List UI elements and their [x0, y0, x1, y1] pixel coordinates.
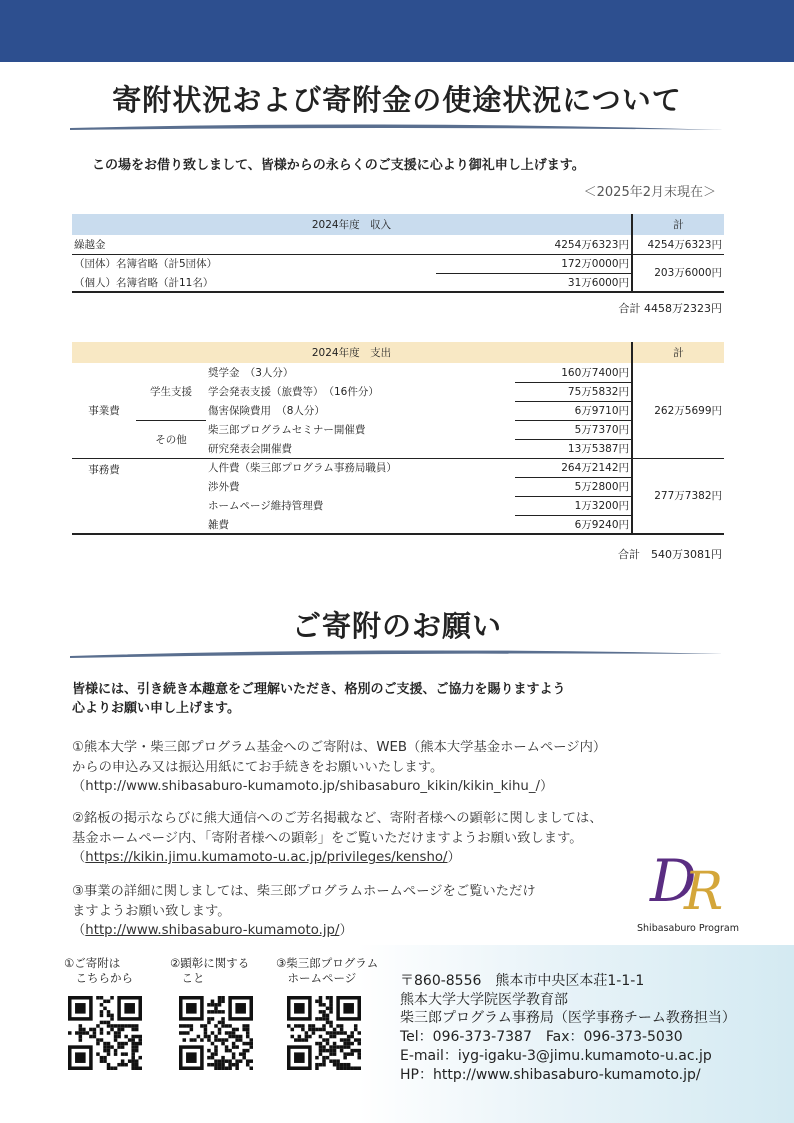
- expense-row-amount: 6万9710円: [515, 401, 632, 420]
- qr-label-homepage: [276, 956, 378, 986]
- expense-row-amount: 264万2142円: [515, 458, 632, 477]
- expense-row-label: 雑費: [208, 518, 229, 531]
- paren-open: （: [72, 850, 86, 865]
- income-total: 合計 4458万2323円: [618, 302, 722, 315]
- request-text-line: ①熊本大学・柴三郎プログラム基金へのご寄附は、WEB（熊本大学基金ホームページ内）: [72, 740, 607, 755]
- paren-open: （: [72, 923, 86, 938]
- expense-row-amount: 1万3200円: [515, 496, 632, 515]
- income-table: [72, 214, 724, 294]
- income-row-label: （団体）名簿省略（計5団体）: [74, 258, 218, 271]
- income-row-amount: 172万0000円: [436, 254, 632, 273]
- expense-subcategory: その他: [136, 420, 206, 458]
- thanks-message: この場をお借り致しまして、皆様からの永らくのご支援に心より御礼申し上げます。: [92, 158, 585, 173]
- income-group-subtotal: 203万6000円: [632, 254, 724, 292]
- contact-org: 熊本大学大学院医学教育部: [400, 991, 568, 1008]
- expense-row-label: 人件費（柴三郎プログラム事務局職員）: [208, 462, 397, 475]
- qr-code-homepage[interactable]: [287, 996, 361, 1070]
- dr-logo-icon: [640, 845, 736, 917]
- income-row-label: （個人）名簿省略（計11名）: [74, 276, 214, 289]
- logo-caption: Shibasaburo Program: [637, 923, 739, 934]
- income-row-label: 繰越金: [72, 235, 436, 254]
- request-text-line: 基金ホームページ内、「寄附者様への顕彰」をご覧いただけますようお願い致します。: [72, 830, 583, 846]
- expense-row-amount: 13万5387円: [515, 439, 632, 458]
- income-row-amount: 4254万6323円: [436, 235, 632, 254]
- request-text-line: ますようお願い致します。: [72, 903, 231, 919]
- contact-homepage[interactable]: HP：http://www.shibasaburo-kumamoto.jp/: [400, 1066, 701, 1083]
- expense-row-label: ホームページ維持管理費: [208, 500, 324, 512]
- expense-row-label: 奨学金 （3人分）: [208, 367, 294, 379]
- contact-address: 〒860-8556 熊本市中央区本荘1-1-1: [400, 973, 645, 989]
- request-swoosh: [70, 648, 724, 662]
- expense-row-label: 学会発表支援（旅費等） （16件分）: [208, 386, 379, 398]
- expense-category: 事務費: [88, 463, 120, 476]
- contact-tel-fax: Tel：096-373-7387 Fax：096-373-5030: [400, 1029, 683, 1046]
- request-lead: [72, 680, 565, 718]
- request-text-line: からの申込み又は振込用紙にてお手続きをお願いいたします。: [72, 759, 444, 775]
- expense-row-label: 研究発表会開催費: [206, 439, 515, 458]
- expense-subcategory: 学生支援: [136, 363, 206, 420]
- qr-code-donation[interactable]: [68, 996, 142, 1070]
- request-title: ご寄附のお願い: [291, 609, 502, 643]
- expense-table: [72, 342, 724, 536]
- request-item-3: [72, 882, 536, 941]
- expense-total: 合計 540万3081円: [618, 548, 722, 561]
- expense-row-label: 傷害保険費用 （8人分）: [208, 405, 325, 417]
- expense-row-amount: 5万2800円: [515, 477, 632, 496]
- program-home-link[interactable]: http://www.shibasaburo-kumamoto.jp/: [85, 923, 340, 938]
- expense-subtotal: 262万5699円: [632, 363, 724, 458]
- contact-email[interactable]: E-mail：iyg-igaku-3@jimu.kumamoto-u.ac.jp: [400, 1047, 712, 1064]
- qr-label-donation: [64, 956, 133, 986]
- svg-text:D: D: [650, 847, 697, 915]
- paren-close: ）: [339, 923, 353, 938]
- as-of-date: ＜2025年2月末現在＞: [583, 185, 716, 200]
- svg-text:R: R: [684, 862, 724, 917]
- request-text-line: ②銘板の掲示ならびに熊大通信へのご芳名掲載など、寄附者様への顕彰に関しましては、: [72, 811, 603, 826]
- income-header-label: 2024年度 収入: [72, 214, 632, 235]
- expense-row-label: 柴三郎プログラムセミナー開催費: [208, 424, 366, 436]
- paren-close: ）: [447, 850, 461, 865]
- request-item-2: [72, 809, 603, 868]
- request-url-text: （http://www.shibasaburo-kumamoto.jp/shibasaburo_kikin/kikin_kihu_/）: [72, 779, 554, 794]
- kensho-link[interactable]: https://kikin.jimu.kumamoto-u.ac.jp/privileges/kensho/: [85, 850, 448, 865]
- request-lead-line: 心よりお願い申し上げます。: [72, 701, 240, 716]
- qr-label-line: こと: [170, 971, 205, 985]
- income-row-amount: 31万6000円: [567, 276, 629, 289]
- contact-info: [400, 972, 736, 1084]
- request-item-1: [72, 738, 606, 797]
- qr-label-line: こちらから: [64, 971, 133, 985]
- program-logo: [632, 845, 744, 937]
- expense-subtotal: 277万7382円: [632, 458, 724, 534]
- expense-header-label: 2024年度 支出: [72, 342, 632, 363]
- income-header-total: 計: [632, 214, 724, 235]
- qr-label-line: ③柴三郎プログラム: [276, 956, 379, 970]
- expense-row-label: 渉外費: [208, 481, 240, 493]
- expense-row-amount: 5万7370円: [515, 420, 632, 439]
- expense-row-amount: 75万5832円: [515, 382, 632, 401]
- request-text-line: ③事業の詳細に関しましては、柴三郎プログラムホームページをご覧いただけ: [72, 884, 536, 899]
- qr-label-line: ホームページ: [276, 971, 357, 985]
- request-lead-line: 皆様には、引き続き本趣意をご理解いただき、格別のご支援、ご協力を賜りますよう: [72, 682, 566, 697]
- expense-row-amount: 160万7400円: [515, 363, 632, 382]
- qr-label-line: ②顕彰に関する: [170, 956, 250, 970]
- expense-header-total: 計: [632, 342, 724, 363]
- qr-label-kensho: [170, 956, 249, 986]
- qr-code-kensho[interactable]: [179, 996, 253, 1070]
- qr-label-line: ①ご寄附は: [64, 956, 121, 970]
- title-swoosh: [70, 122, 724, 136]
- contact-office: 柴三郎プログラム事務局（医学事務チーム教務担当）: [400, 1010, 736, 1027]
- top-color-band: [0, 0, 794, 62]
- income-row-subtotal: 4254万6323円: [632, 235, 724, 254]
- expense-category: 事業費: [72, 363, 136, 458]
- expense-row-amount: 6万9240円: [574, 518, 629, 531]
- page-title: 寄附状況および寄附金の使途状況について: [112, 83, 682, 117]
